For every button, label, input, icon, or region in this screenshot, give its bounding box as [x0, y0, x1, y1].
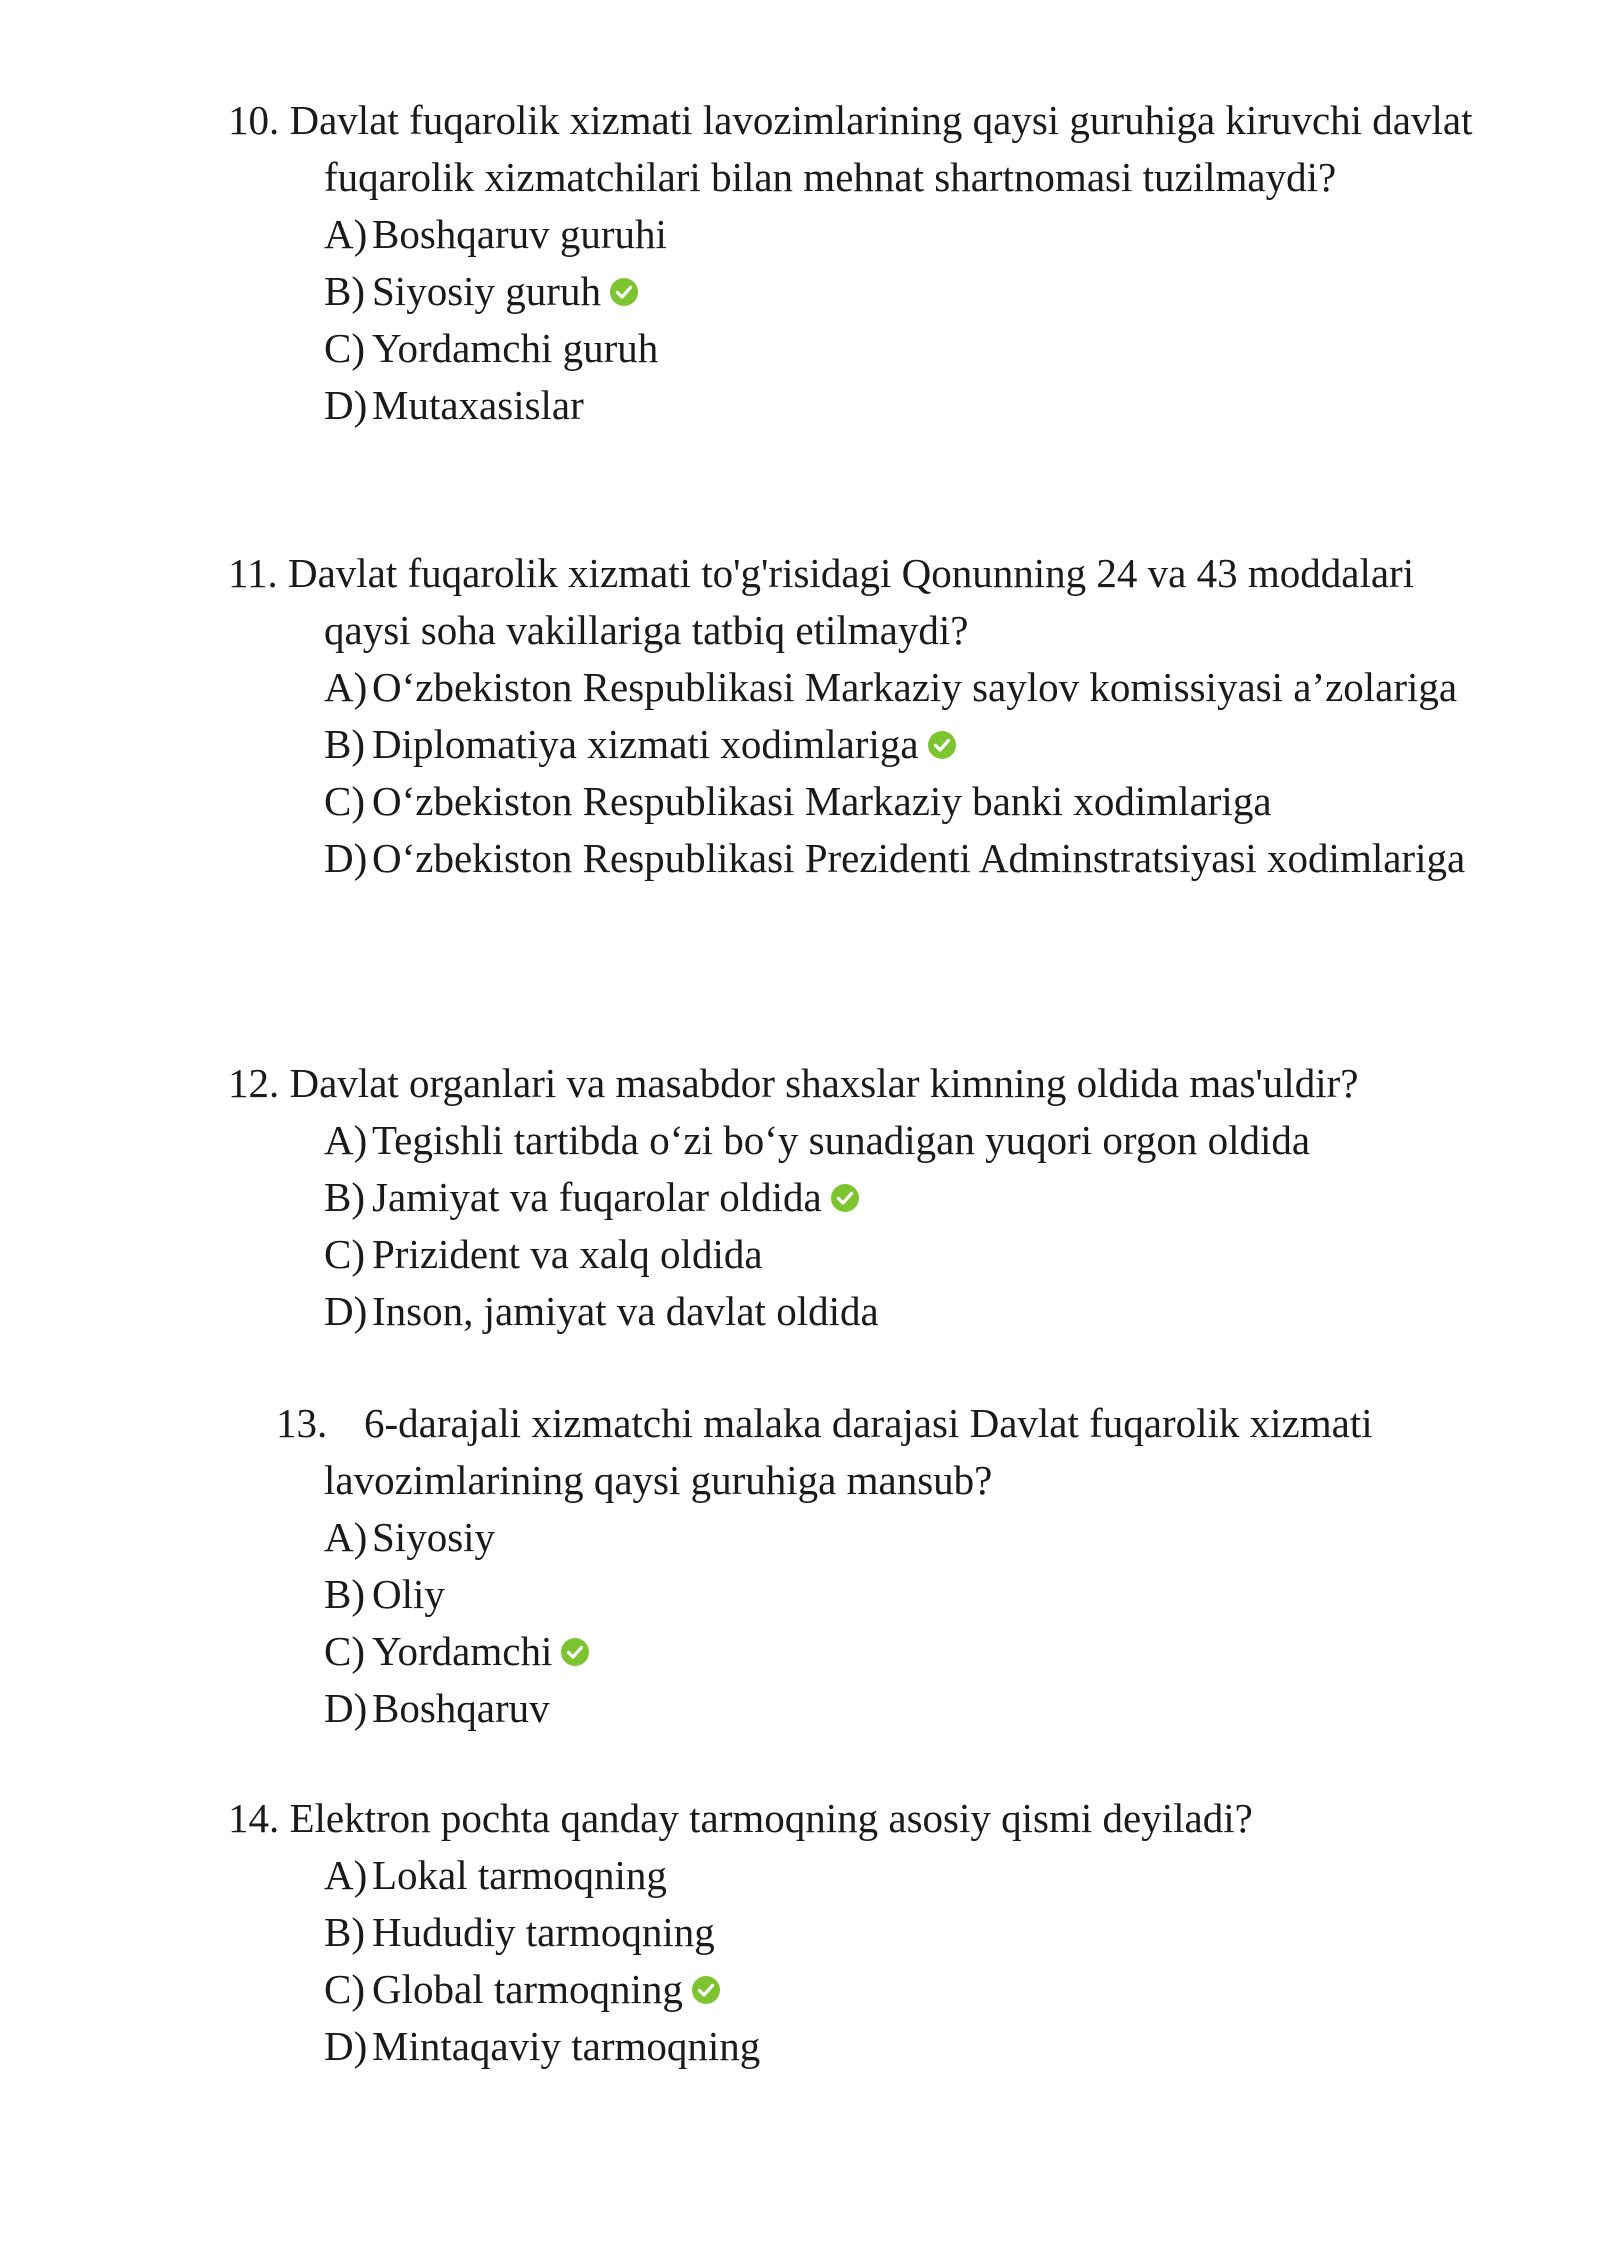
answer-option-d — [276, 1283, 1476, 1340]
option-letter: A) — [324, 664, 368, 710]
answer-option-c — [276, 1226, 1476, 1283]
answer-options — [276, 206, 1476, 434]
option-text: Boshqaruv — [372, 1685, 550, 1731]
answer-option-d — [276, 2018, 1476, 2075]
option-text: Yordamchi — [372, 1628, 553, 1674]
question-12 — [228, 1055, 1476, 1340]
option-text: Mintaqaviy tarmoqning — [372, 2023, 761, 2069]
option-letter: C) — [324, 1966, 365, 2012]
option-text: Jamiyat va fuqarolar oldida — [372, 1174, 822, 1220]
answer-option-c — [276, 773, 1476, 830]
answer-option-b — [276, 1904, 1476, 1961]
option-text: Oliy — [372, 1571, 445, 1617]
question-stem — [276, 1395, 1476, 1509]
answer-option-b — [276, 716, 1476, 773]
check-circle-icon — [830, 1183, 860, 1213]
answer-option-c — [276, 1623, 1476, 1680]
answer-options — [276, 1509, 1476, 1737]
question-stem — [228, 1055, 1476, 1112]
option-text: Siyosiy guruh — [372, 268, 601, 314]
check-circle-icon — [560, 1637, 590, 1667]
option-letter: A) — [324, 1514, 368, 1560]
option-text: Tegishli tartibda o‘zi bo‘y sunadigan yuqori orgon oldida — [372, 1117, 1311, 1163]
option-text: Inson, jamiyat va davlat oldida — [372, 1288, 879, 1334]
question-stem — [228, 1790, 1476, 1847]
answer-option-c — [276, 1961, 1476, 2018]
answer-option-b — [276, 1566, 1476, 1623]
option-text: O‘zbekiston Respublikasi Prezidenti Adminstratsiyasi xodimlariga — [372, 835, 1466, 881]
answer-option-a — [276, 1112, 1476, 1169]
option-text: Boshqaruv guruhi — [372, 211, 667, 257]
question-13 — [276, 1395, 1476, 1737]
answer-option-c — [276, 320, 1476, 377]
option-letter: C) — [324, 1628, 365, 1674]
option-letter: B) — [324, 1571, 365, 1617]
answer-options — [276, 1112, 1476, 1340]
option-letter: B) — [324, 268, 365, 314]
question-10 — [228, 92, 1476, 434]
option-letter: D) — [324, 382, 368, 428]
option-text: Siyosiy — [372, 1514, 496, 1560]
option-letter: D) — [324, 2023, 368, 2069]
option-letter: A) — [324, 1117, 368, 1163]
option-text: Hududiy tarmoqning — [372, 1909, 715, 1955]
answer-option-a — [276, 1509, 1476, 1566]
answer-options — [276, 1847, 1476, 2075]
question-text: Davlat fuqarolik xizmati to'g'risidagi Qonunning 24 va 43 moddalari qaysi soha vakillariga tatbiq etilmaydi? — [287, 550, 1415, 653]
option-letter: A) — [324, 1852, 368, 1898]
question-14 — [228, 1790, 1476, 2075]
answer-option-b — [276, 263, 1476, 320]
question-stem — [228, 545, 1476, 659]
option-text: Yordamchi guruh — [372, 325, 659, 371]
answer-option-b — [276, 1169, 1476, 1226]
question-text: Elektron pochta qanday tarmoqning asosiy qismi deyiladi? — [289, 1795, 1253, 1841]
option-text: Diplomatiya xizmati xodimlariga — [372, 721, 919, 767]
option-letter: C) — [324, 778, 365, 824]
option-letter: B) — [324, 721, 365, 767]
option-letter: B) — [324, 1174, 365, 1220]
option-text: Lokal tarmoqning — [372, 1852, 667, 1898]
question-stem — [228, 92, 1476, 206]
option-text: Prizident va xalq oldida — [372, 1231, 763, 1277]
check-circle-icon — [691, 1975, 721, 2005]
answer-option-a — [276, 659, 1476, 716]
option-letter: C) — [324, 325, 365, 371]
question-text: 6-darajali xizmatchi malaka darajasi Davlat fuqarolik xizmati lavozimlarining qaysi guruhiga mansub? — [324, 1400, 1373, 1503]
option-letter: C) — [324, 1231, 365, 1277]
option-letter: A) — [324, 211, 368, 257]
answer-option-a — [276, 1847, 1476, 1904]
option-text: Global tarmoqning — [372, 1966, 683, 2012]
question-text: Davlat organlari va masabdor shaxslar kimning oldida mas'uldir? — [289, 1060, 1359, 1106]
answer-option-d — [276, 1680, 1476, 1737]
answer-option-d — [276, 830, 1476, 887]
option-letter: B) — [324, 1909, 365, 1955]
option-text: O‘zbekiston Respublikasi Markaziy saylov komissiyasi a’zolariga — [372, 664, 1458, 710]
check-circle-icon — [609, 277, 639, 307]
question-number: 12. — [228, 1060, 280, 1106]
answer-options — [276, 659, 1476, 887]
option-letter: D) — [324, 1288, 368, 1334]
question-number: 13. — [276, 1400, 328, 1446]
option-text: O‘zbekiston Respublikasi Markaziy banki xodimlariga — [372, 778, 1272, 824]
check-circle-icon — [927, 730, 957, 760]
question-number: 14. — [228, 1795, 280, 1841]
option-text: Mutaxasislar — [372, 382, 584, 428]
question-11 — [228, 545, 1476, 887]
option-letter: D) — [324, 1685, 368, 1731]
question-number: 10. — [228, 97, 280, 143]
answer-option-a — [276, 206, 1476, 263]
question-text: Davlat fuqarolik xizmati lavozimlarining qaysi guruhiga kiruvchi davlat fuqarolik xizmatchilari bilan mehnat shartnomasi tuzilmaydi? — [289, 97, 1473, 200]
answer-option-d — [276, 377, 1476, 434]
question-number: 11. — [228, 550, 278, 596]
option-letter: D) — [324, 835, 368, 881]
